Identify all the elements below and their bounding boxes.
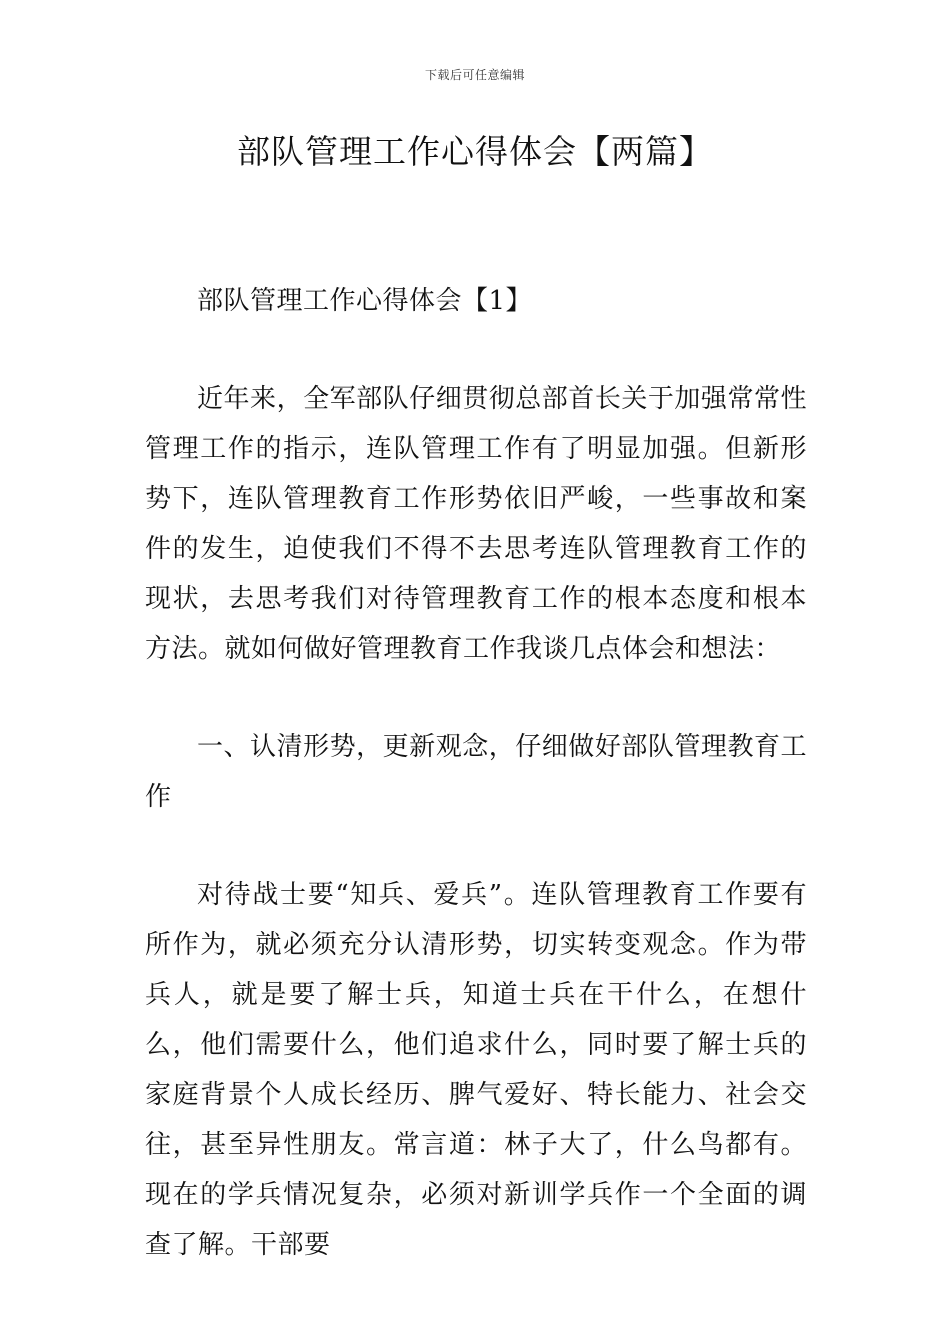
paragraph-know-soldiers: 对待战士要“知兵、爱兵”。连队管理教育工作要有所作为，就必须充分认清形势，切实转变观念。作为带兵人，就是要了解士兵，知道士兵在干什么，在想什么，他们需要什么，他们追求什么，同时要了解士兵的家庭背景个人成长经历、脾气爱好、特长能力、社会交往，甚至异性朋友。常言道：林子大了，什么鸟都有。现在的学兵情况复杂，必须对新训学兵作一个全面的调查了解。干部要 <box>145 880 807 1260</box>
sub-heading: 部队管理工作心得体会【1】 <box>197 286 533 316</box>
paragraph-intro: 近年来，全军部队仔细贯彻总部首长关于加强常常性管理工作的指示，连队管理工作有了明显加强。但新形势下，连队管理教育工作形势依旧严峻，一些事故和案件的发生，迫使我们不得不去思考连队管理教育工作的现状，去思考我们对待管理教育工作的根本态度和根本方法。就如何做好管理教育工作我谈几点体会和想法： <box>145 384 807 664</box>
section-heading-1: 一、认清形势，更新观念，仔细做好部队管理教育工作 <box>145 732 807 812</box>
document-title: 部队管理工作心得体会【两篇】 <box>237 132 713 171</box>
header-note: 下载后可任意编辑 <box>424 68 525 82</box>
